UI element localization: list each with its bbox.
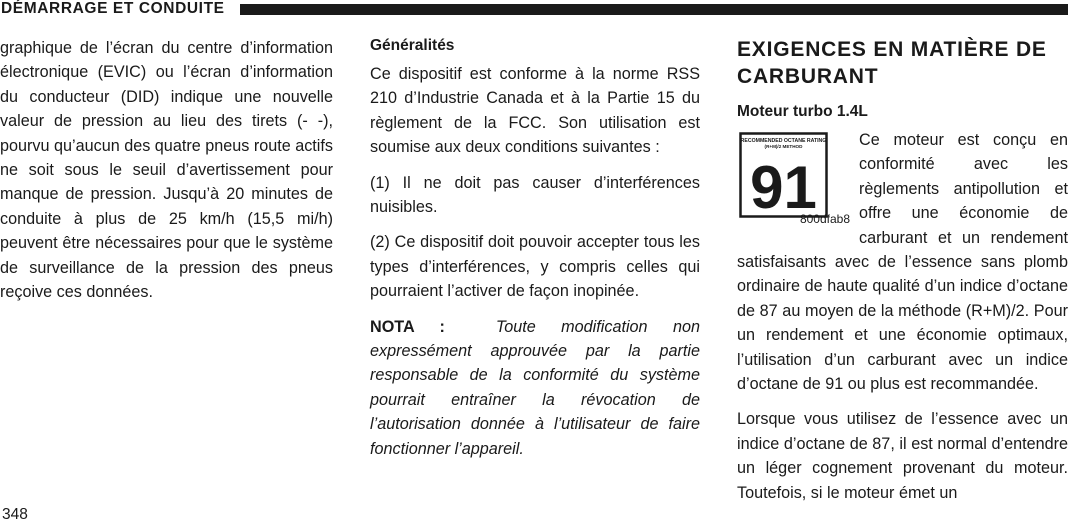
- note-label: NOTA :: [370, 317, 445, 336]
- octane-value: 91: [750, 154, 817, 221]
- figure-code: 800dfab8: [799, 212, 850, 226]
- note-paragraph: [370, 315, 700, 461]
- body-paragraph: (2) Ce dispositif doit pouvoir accepter tous les types d’interférences, y compris celles qui pourraient l’activer de façon inopinée.: [370, 233, 700, 301]
- octane-label-line1: RECOMMENDED OCTANE RATING: [740, 138, 827, 144]
- body-paragraph: (1) Il ne doit pas causer d’interférences nuisibles.: [370, 173, 700, 217]
- section-title: EXIGENCES EN MATIÈRE DE CARBURANT: [737, 38, 1047, 88]
- subheading-generalites: Généralités: [370, 37, 455, 54]
- octane-label-line2: (R+M)/2 METHOD: [764, 144, 803, 149]
- running-header: [0, 0, 1068, 20]
- page-number: 348: [2, 506, 28, 523]
- subheading-engine: Moteur turbo 1.4L: [737, 103, 868, 120]
- column-middle: [370, 36, 700, 461]
- header-section-title: DÉMARRAGE ET CONDUITE: [1, 0, 233, 18]
- octane-label-illustration: [739, 131, 850, 246]
- header-rule: [240, 4, 1068, 15]
- column-right: [737, 36, 1068, 505]
- note-text: Toute modification non expressément approuvée par la partie responsable de la conformité du système pourrait entraîner la révocation de l’autorisation donnée à l’utilisateur de faire fonctionner l’appareil.: [370, 317, 700, 458]
- octane-label-figure: [739, 131, 850, 246]
- body-paragraph: graphique de l’écran du centre d’information électronique (EVIC) ou l’écran d’information du conducteur (DID) indique une nouvelle valeur de pression au lieu des tirets (- -), pourvu qu’aucun des quatre pneus route actifs ne soit sous le seuil d’avertissement pour manque de pression. Jusqu’à 20 minutes de conduite à plus de 25 km/h (15,5 mi/h) peuvent être nécessaires pour que le système de surveillance de la pression des pneus reçoive ces données.: [0, 39, 333, 302]
- body-paragraph: Lorsque vous utilisez de l’essence avec un indice d’octane de 87, il est normal d’entendre un léger cognement provenant du moteur. Toutefois, si le moteur émet un: [737, 410, 1068, 502]
- column-left: [0, 36, 333, 304]
- body-paragraph: Ce dispositif est conforme à la norme RSS 210 d’Industrie Canada et à la Partie 15 du règlement de la FCC. Son utilisation est soumise aux deux conditions suivantes :: [370, 65, 700, 157]
- body-paragraph: Ce moteur est conçu en conformité avec les règlements antipollution et offre une économie de carburant et un rendement satisfaisants avec de l’essence sans plomb ordinaire de haute qualité d’un indice d’octane de 87 au moyen de la méthode (R+M)/2. Pour un rendement et une économie optimaux, l’utilisation d’un carburant avec un indice d’octane de 91 ou plus est recommandée.: [737, 131, 1068, 394]
